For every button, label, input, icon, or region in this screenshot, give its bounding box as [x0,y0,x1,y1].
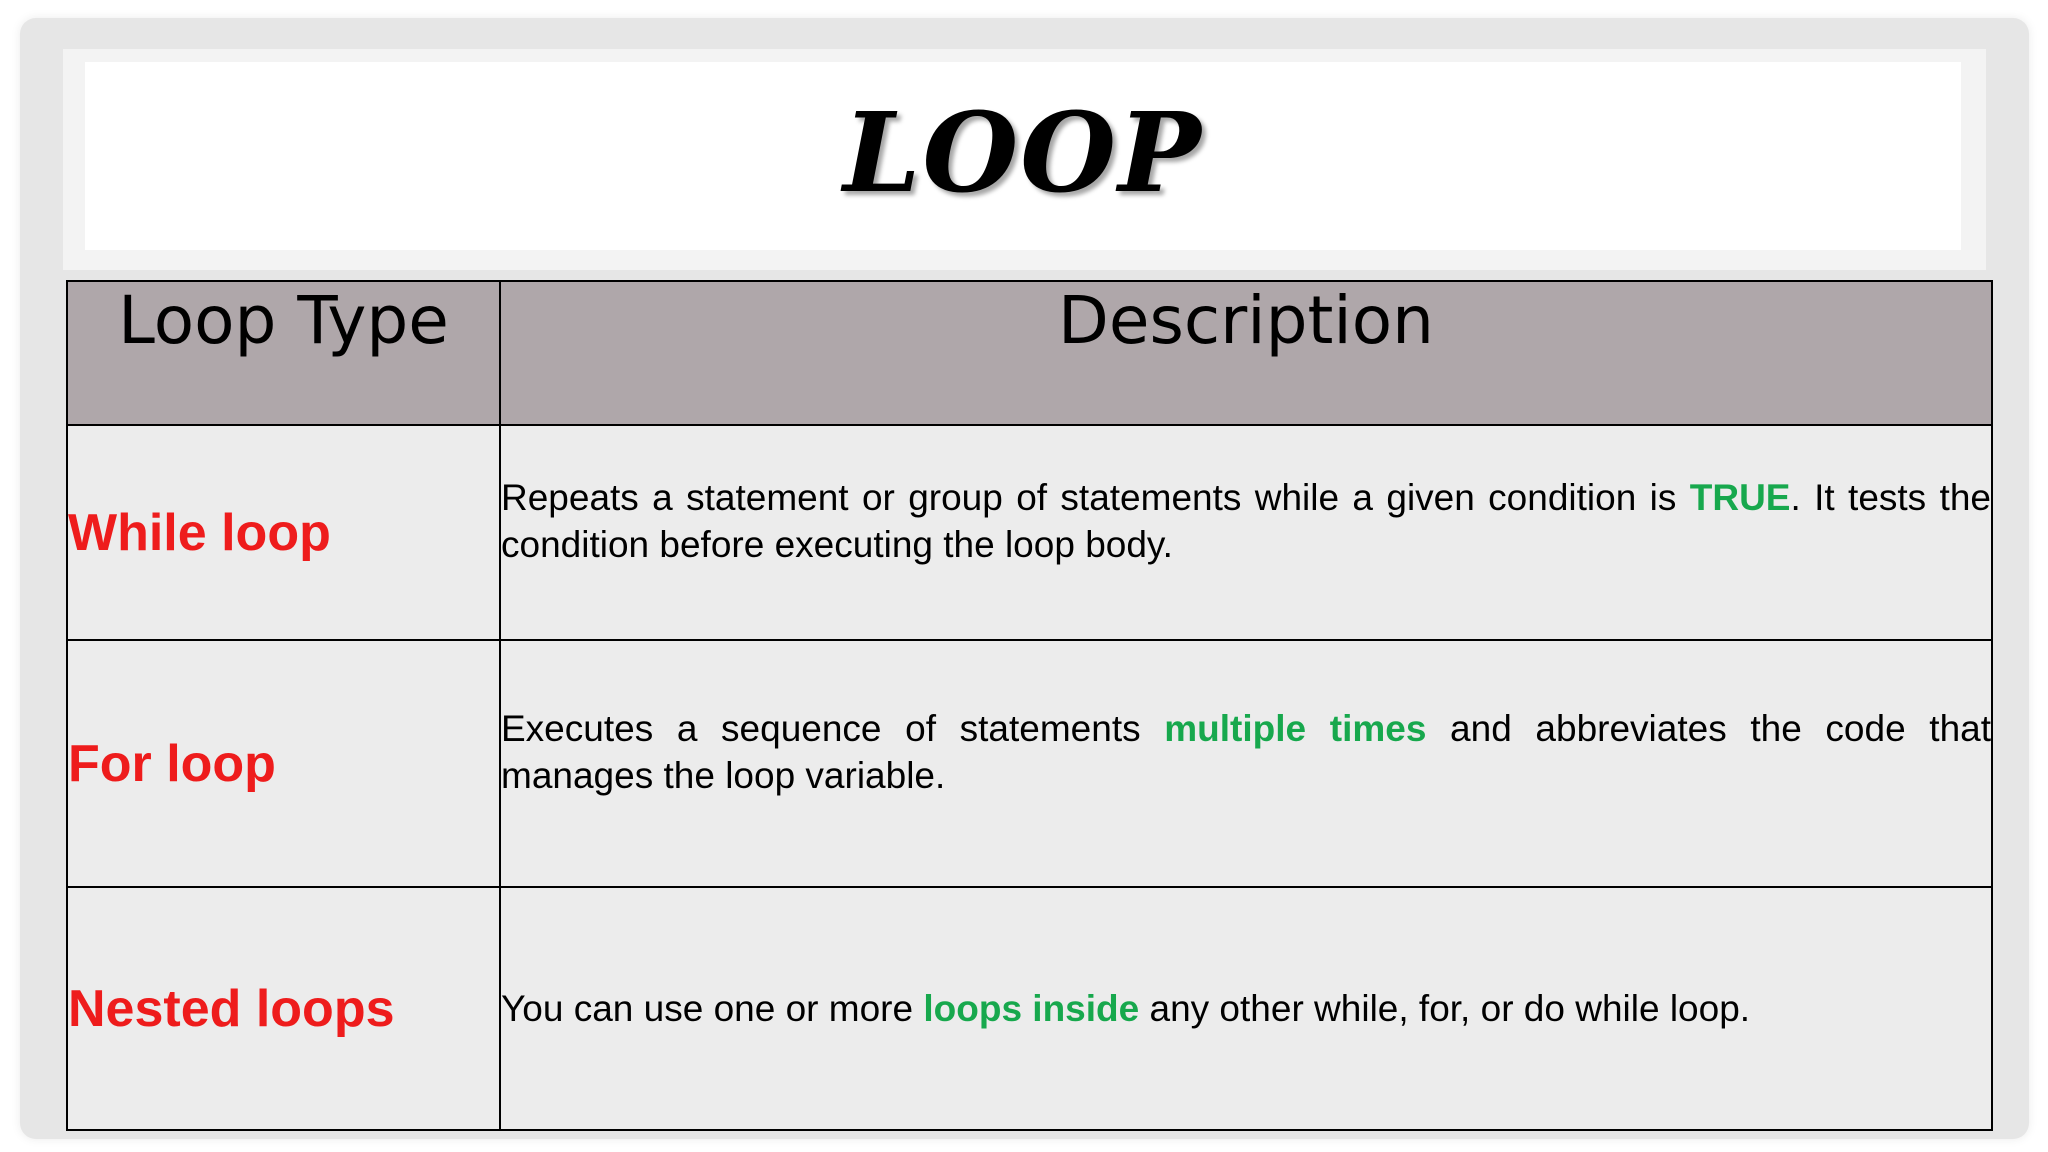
loop-type-label: While loop [68,503,331,562]
loop-table [66,280,1993,1131]
slide-title: LOOP [843,87,1203,217]
description-part: Executes a sequence of statements [501,707,1165,749]
description-highlight: TRUE [1689,476,1791,518]
table-row [67,887,1992,1130]
header-description: Description [500,281,1992,425]
description-text [501,705,1991,799]
description-text [501,474,1991,568]
description-while [500,425,1992,640]
description-highlight: loops inside [923,988,1140,1029]
description-nested [500,887,1992,1130]
loop-type-nested [67,887,500,1130]
description-part: any other while, for, or do while loop. [1139,988,1751,1029]
loop-table-container [66,280,1993,1129]
table-row [67,425,1992,640]
description-highlight: multiple times [1164,707,1427,749]
title-box [85,62,1961,250]
loop-type-label: Nested loops [68,979,395,1038]
loop-type-for [67,640,500,887]
description-for [500,640,1992,887]
description-part: and abbreviates the code that manages the loop variable. [501,707,1991,796]
description-text [501,985,1991,1032]
loop-type-label: For loop [68,734,276,793]
header-loop-type: Loop Type [67,281,500,425]
table-header-row [67,281,1992,425]
loop-type-while [67,425,500,640]
description-part: Repeats a statement or group of statements while a given condition is [501,476,1690,518]
description-part: . It tests the condition before executing the loop body. [501,476,1991,565]
table-row [67,640,1992,887]
description-part: You can use one or more [501,988,924,1029]
